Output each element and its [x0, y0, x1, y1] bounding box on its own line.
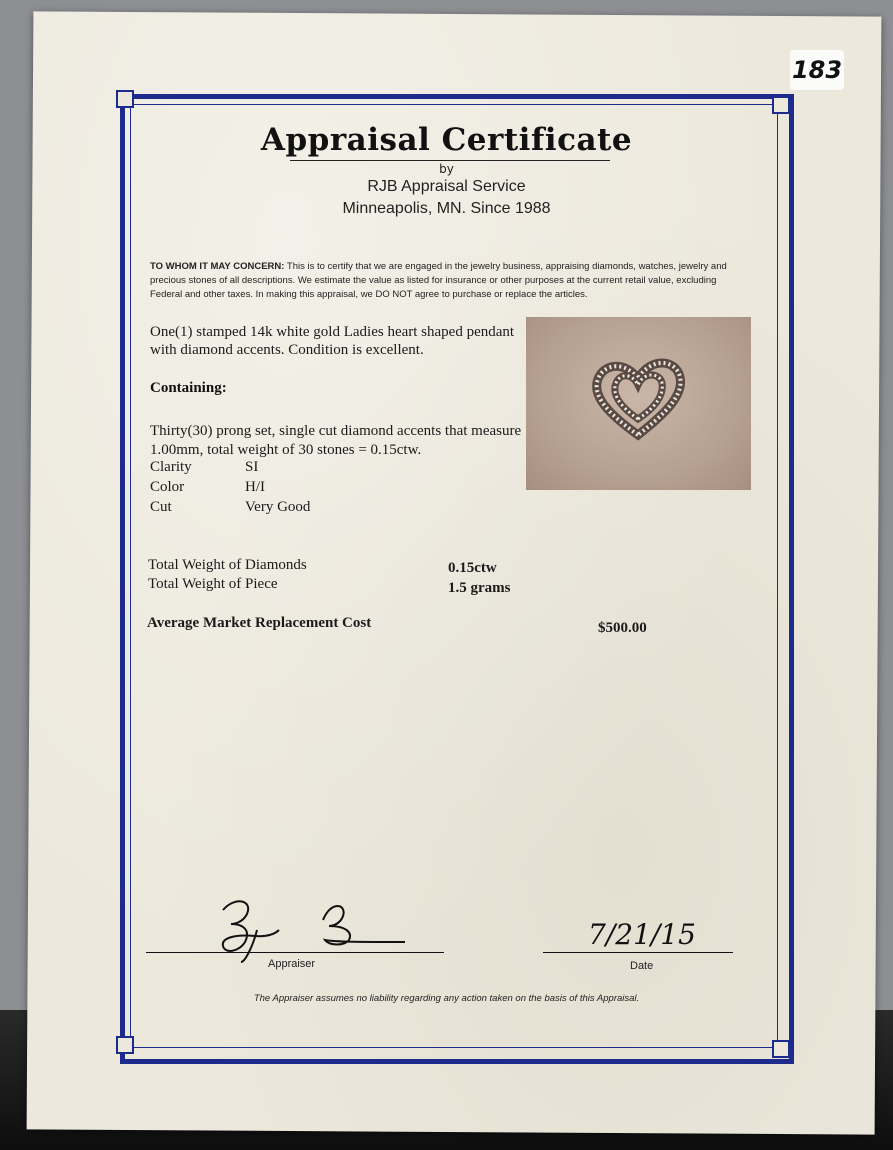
total-piece-value: 1.5 grams	[448, 580, 511, 596]
item-description: One(1) stamped 14k white gold Ladies heart shaped pendant with diamond accents. Condition is excellent.	[150, 324, 515, 358]
total-piece-label: Total Weight of Piece	[148, 576, 278, 592]
date-label: Date	[630, 960, 654, 972]
concern-paragraph	[150, 260, 750, 302]
containing-heading: Containing:	[150, 380, 227, 396]
border-corner-top-left	[116, 90, 134, 108]
title-underline	[290, 160, 610, 161]
service-name: RJB Appraisal Service	[367, 178, 526, 195]
spec-label-cut: Cut	[150, 499, 172, 515]
spec-value-cut: Very Good	[245, 499, 311, 515]
spec-value-clarity: SI	[245, 459, 259, 475]
by-text: by	[439, 162, 454, 176]
spec-label-color: Color	[150, 479, 185, 495]
concern-text: This is to certify that we are engaged in the jewelry business, appraising diamonds, watches, jewelry and precious stones of all descriptions. We estimate the value as listed for insurance or other purposes at the current retail value, excluding Federal and other taxes. In making this appraisal, we DO NOT agree to purchase or replace the articles.	[150, 261, 727, 300]
border-corner-bottom-left	[116, 1036, 134, 1054]
containing-text: Thirty(30) prong set, single cut diamond accents that measure 1.00mm, total weight of 30 stones = 0.15ctw.	[150, 423, 522, 458]
spec-value-color: H/I	[245, 479, 265, 495]
replacement-cost-label: Average Market Replacement Cost	[147, 615, 372, 631]
border-corner-top-right	[772, 96, 790, 114]
service-location: Minneapolis, MN. Since 1988	[342, 200, 551, 217]
appraiser-signature-line	[146, 952, 444, 953]
liability-disclaimer: The Appraiser assumes no liability regarding any action taken on the basis of this Appraisal.	[253, 993, 640, 1004]
border-corner-bottom-right	[772, 1040, 790, 1058]
date-signature-line	[543, 952, 733, 953]
certificate-title: Appraisal Certificate	[260, 122, 633, 158]
lot-number-tag: 183	[790, 50, 844, 90]
total-diamonds-label: Total Weight of Diamonds	[148, 557, 307, 573]
date-handwritten: 7/21/15	[588, 918, 696, 951]
total-diamonds-value: 0.15ctw	[448, 560, 497, 576]
heart-pendant-image	[526, 317, 751, 490]
concern-lead: TO WHOM IT MAY CONCERN:	[150, 261, 285, 272]
replacement-cost-value: $500.00	[598, 620, 647, 636]
pendant-photo	[526, 317, 751, 490]
appraiser-label: Appraiser	[268, 958, 316, 970]
spec-label-clarity: Clarity	[150, 459, 192, 475]
